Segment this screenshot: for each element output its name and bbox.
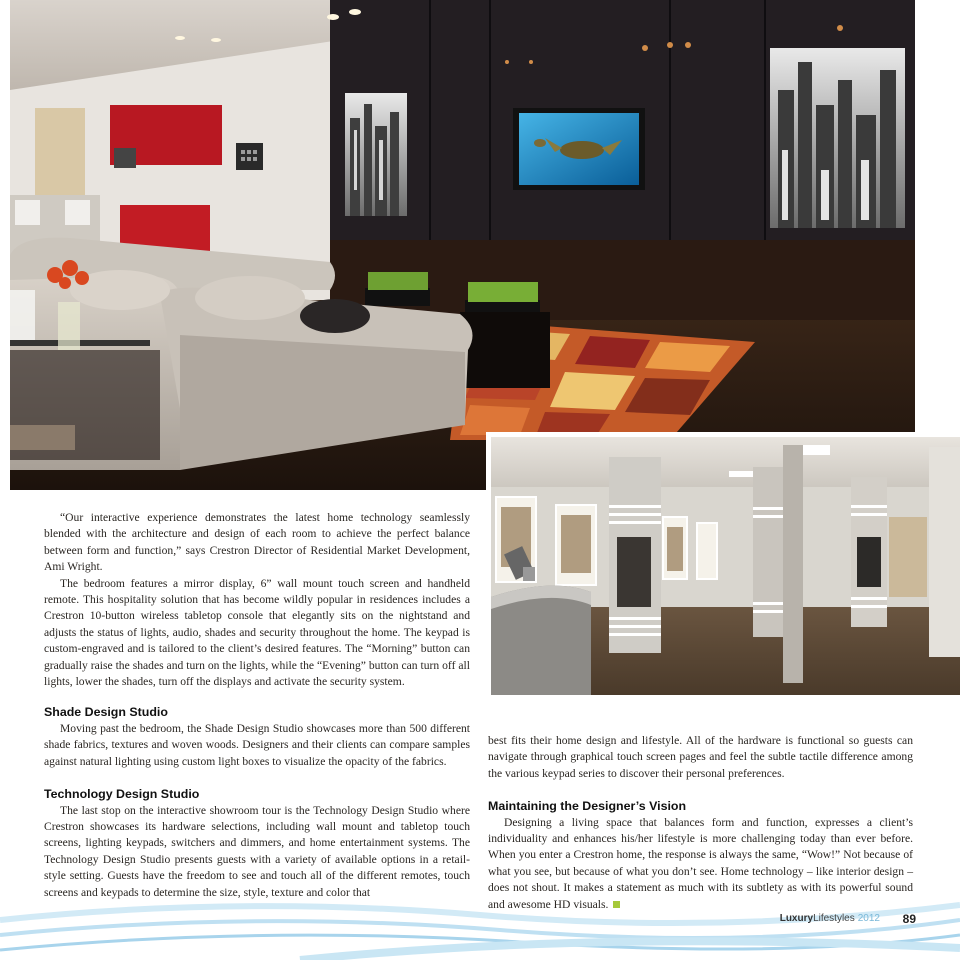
page-number: 89 [902,912,916,926]
technology-studio-paragraph: The last stop on the interactive showroom tour is the Technology Design Studio where Crestron showcases its hardware selections, including wall mount and tabletop touch screens, lighting keypads, switchers and dimmers, and home entertainment systems. The Technology Design Studio presents guests with a variety of available options in a retail-style setting. Guests have the freedom to see and touch all of the different remotes, touch screens and keypads to determine the size, style, texture and color that [44,803,470,899]
shade-studio-paragraph: Moving past the bedroom, the Shade Design Studio showcases more than 500 different shade fabrics, textures and woven woods. Designers and their clients can compare samples against natural lighting using custom light boxes to visualize the opacity of the fabrics. [44,721,470,768]
brand-lifestyles: Lifestyles [813,913,855,924]
shade-studio-heading: Shade Design Studio [44,705,168,720]
brand-year: 2012 [857,913,880,924]
technology-studio-heading: Technology Design Studio [44,787,200,802]
magazine-brand [780,913,880,924]
continuation-paragraph: best fits their home design and lifestyle. All of the hardware is functional so guests can navigate through graphical touch screen pages and feel the subtle tactile difference among the various keypad series to discover their personal preferences. [488,734,913,780]
living-room-photo [10,0,915,490]
designer-vision-heading: Maintaining the Designer’s Vision [488,799,687,814]
left-column [44,510,470,901]
showroom-photo [486,432,960,695]
quote-paragraph: “Our interactive experience demonstrates the latest home technology seamlessly blended with the architecture and design of each room to achieve the perfect balance between form and function,” says Crestron Director of Residential Market Development, Ami Wright. [44,511,470,574]
brand-luxury: Luxury [779,913,814,924]
bedroom-paragraph: The bedroom features a mirror display, 6” wall mount touch screen and handheld remote. This hospitality solution that has become wildly popular in residences includes a Crestron 10-button wireless tabletop console that elegantly sits on the nightstand and adjusts the status of lights, audio, shades and security throughout the home. The keypad is custom-engraved and is tailored to the client’s desired features. The “Morning” button can gradually raise the shades and turn on the lights, while the “Evening” button can turn off all lights, lower the shades, turn off the displays and activate the security system. [44,576,470,689]
designer-vision-text: Designing a living space that balances form and function, expresses a client’s individuality and enhances his/her lifestyle is more challenging today than ever before. When you enter a Crestron home, the response is always the same, “Wow!” Not because of what you see, but because of what you don’t see. Home technology – like interior design – does not shout. It makes a statement as much with its subtlety as with its powerful sound and awesome HD visuals. [488,815,913,911]
